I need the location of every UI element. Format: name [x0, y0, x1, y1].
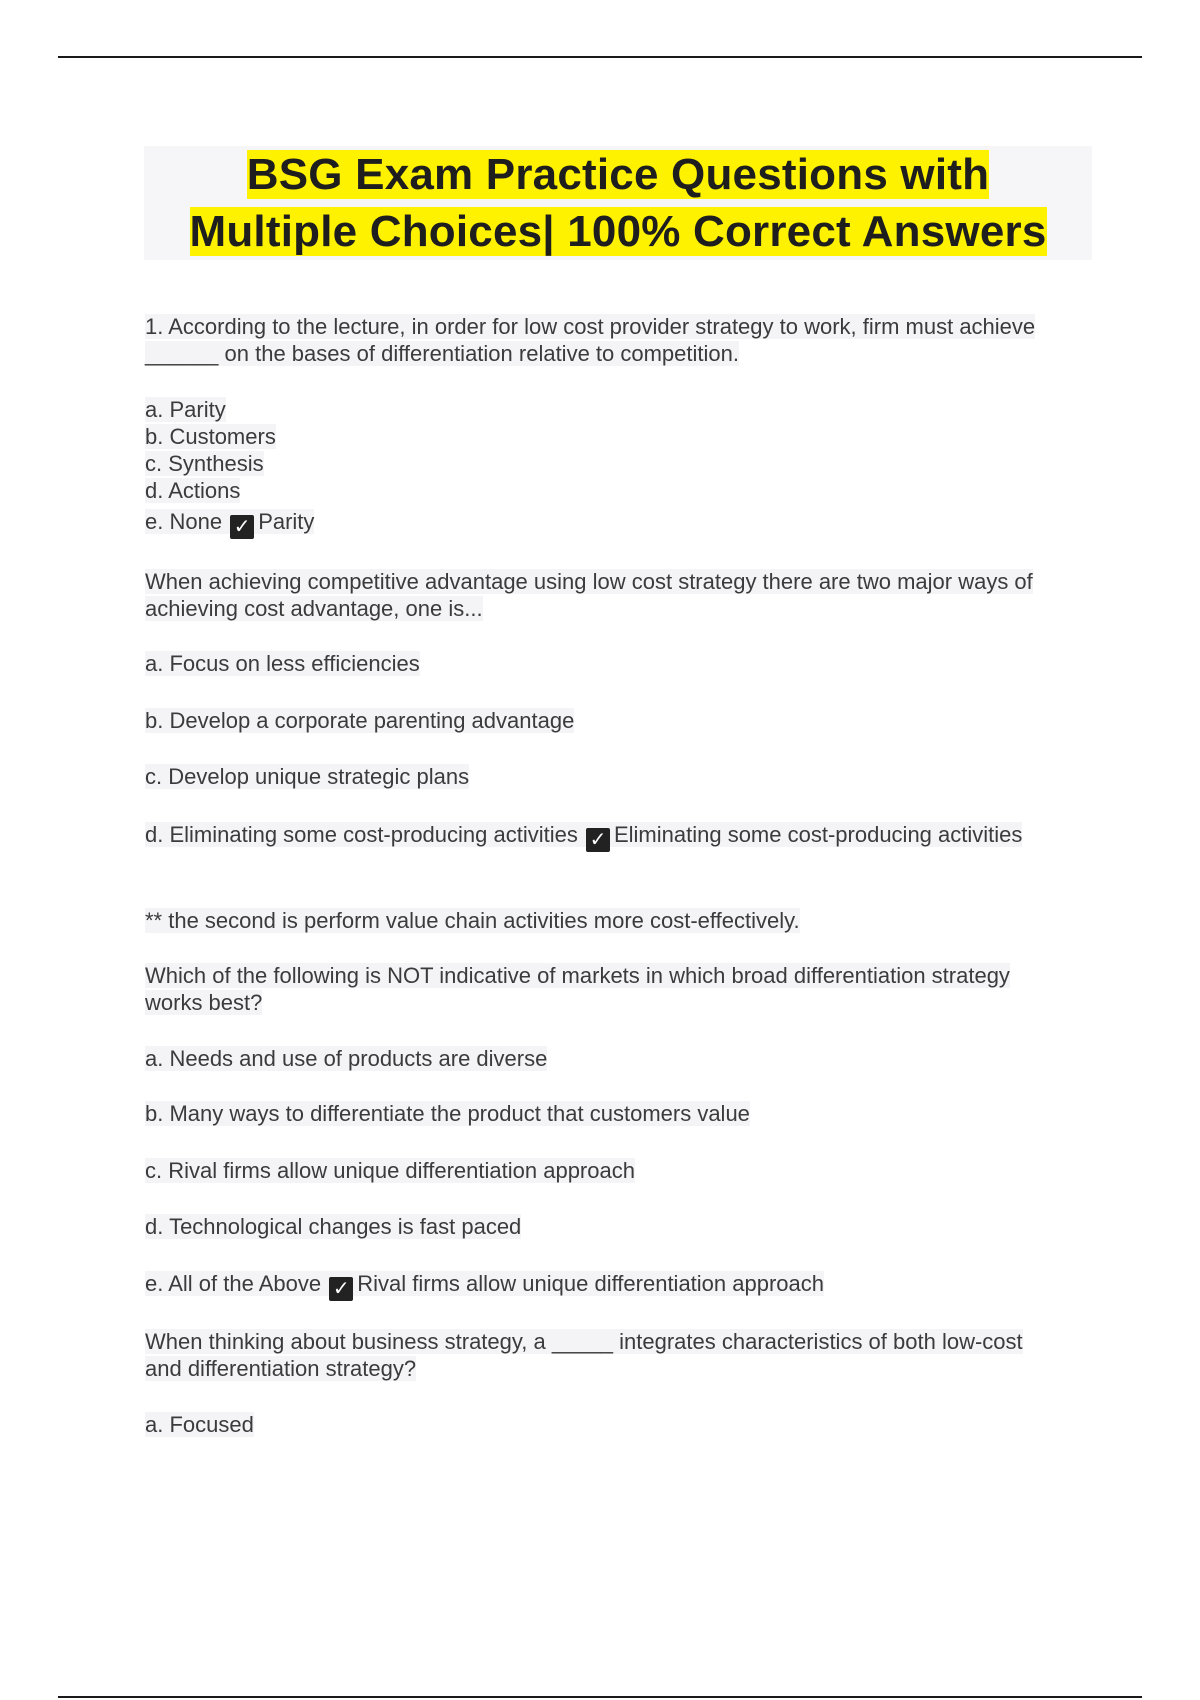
top-rule	[58, 56, 1142, 58]
option: c. Rival firms allow unique differentiation approach	[145, 1158, 635, 1183]
option: c. Develop unique strategic plans	[145, 764, 470, 789]
option: b. Develop a corporate parenting advantage	[145, 708, 575, 733]
question-2-text: When achieving competitive advantage using low cost strategy there are two major ways of achieving cost advantage, one is...	[145, 569, 1033, 621]
question-1-text: 1. According to the lecture, in order for low cost provider strategy to work, firm must achieve ______ on the bases of differentiation relative to competition.	[145, 314, 1036, 366]
option-with-answer: e. All of the Above ✓ Rival firms allow unique differentiation approach	[145, 1271, 825, 1300]
answer: Parity	[258, 509, 315, 534]
bottom-rule	[58, 1696, 1142, 1698]
option: c. Synthesis	[145, 451, 264, 476]
option: a. Focused	[145, 1412, 254, 1437]
option-with-answer: e. None ✓ Parity	[145, 509, 315, 538]
option-with-answer: d. Eliminating some cost-producing activities ✓ Eliminating some cost-producing activities	[145, 822, 1023, 851]
document-title	[144, 146, 1092, 260]
option: a. Parity	[145, 397, 226, 422]
option: d. Actions	[145, 478, 241, 503]
option: d. Technological changes is fast paced	[145, 1214, 522, 1239]
answer: Rival firms allow unique differentiation approach	[357, 1271, 825, 1296]
title-line-1: BSG Exam Practice Questions with	[246, 150, 990, 199]
title-line-2: Multiple Choices| 100% Correct Answers	[189, 207, 1047, 256]
check-icon: ✓	[230, 515, 254, 539]
option: b. Many ways to differentiate the product that customers value	[145, 1101, 750, 1126]
question-1-options	[145, 396, 1065, 538]
check-icon: ✓	[586, 828, 610, 852]
check-icon: ✓	[329, 1277, 353, 1301]
option: a. Needs and use of products are diverse	[145, 1046, 548, 1071]
question-3-text: Which of the following is NOT indicative of markets in which broad differentiation strategy works best?	[145, 963, 1010, 1015]
answer: Eliminating some cost-producing activities	[613, 822, 1023, 847]
option: a. Focus on less efficiencies	[145, 651, 420, 676]
question-4-text: When thinking about business strategy, a _____ integrates characteristics of both low-cost and differentiation strategy?	[145, 1329, 1023, 1381]
note: ** the second is perform value chain activities more cost-effectively.	[145, 908, 800, 933]
option: b. Customers	[145, 424, 276, 449]
